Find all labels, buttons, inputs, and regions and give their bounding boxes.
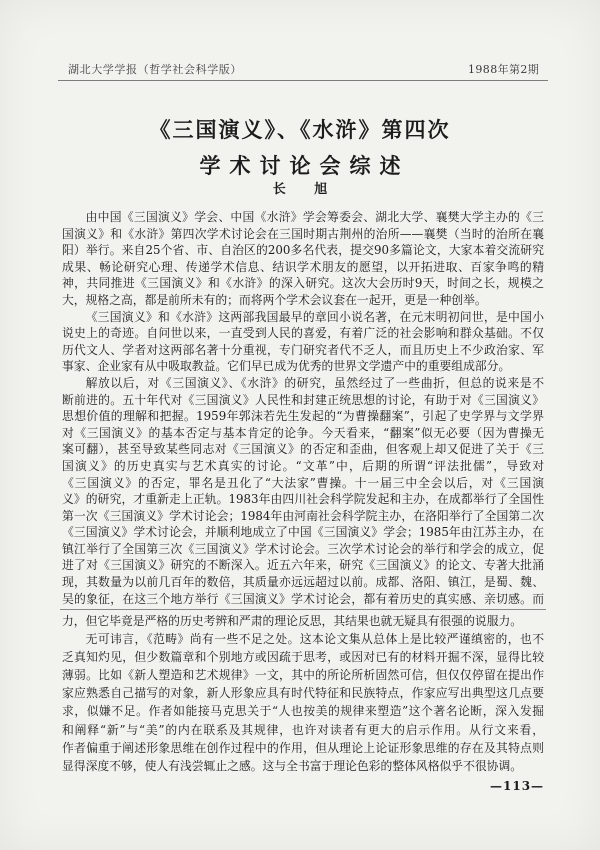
text-line: 显得深度不够，使人有浅尝辄止之感。这与全书富于理论色彩的整体风格似乎不很协调。 — [62, 758, 523, 773]
paragraph — [62, 209, 544, 309]
next-article-excerpt — [62, 612, 544, 775]
text-line: 大，规格之高，都是前所未有的；而将两个学术会议套在一起开，更是一种创举。 — [62, 292, 487, 307]
text-line: 思想价值的理解和把握。1959年郭沫若先生发起的“为曹操翻案”，引起了史学界与文学界 — [62, 409, 544, 424]
text-line: 案可翻），甚至导致某些同志对《三国演义》的否定和歪曲，但客观上却又促进了关于《三 — [62, 442, 544, 457]
paragraph — [62, 612, 544, 630]
text-line: 对《三国演义》的基本否定与基本肯定的论争。今天看来，“翻案”似无必要（因为曹操无 — [62, 425, 544, 440]
section-divider — [60, 609, 546, 610]
text-line: 《三国演义》和《水浒》这两部我国最早的章回小说名著，在元末明初问世，是中国小 — [85, 309, 544, 324]
text-line: 和阐释“新”与“美”的内在联系及其规律，也许对读者有更大的启示作用。从行文来看， — [62, 722, 544, 737]
page-number: —113— — [490, 779, 545, 793]
text-line: 由中国《三国演义》学会、中国《水浒》学会筹委会、湖北大学、襄樊大学主办的《三 — [85, 210, 544, 224]
text-line: 求，似嫌不足。作者如能接马克思关于“人也按美的规律来塑造”这个著名论断，深入发掘 — [62, 704, 544, 719]
article-title-line-2: 学术讨论会综述 — [199, 153, 410, 178]
text-line: 镇江举行了全国第三次《三国演义》学术讨论会。三次学术讨论会的举行和学会的成立，促 — [62, 541, 544, 556]
text-line: 神，共同推进《三国演义》和《水浒》的深入研究。这次大会历时9天，时间之长，规模之 — [62, 276, 544, 291]
text-line: 解放以后，对《三国演义》、《水浒》的研究，虽然经过了一些曲折，但总的说来是不 — [85, 375, 544, 390]
text-line: 国演义》和《水浒》第四次学术讨论会在三国时期古荆州的治所——襄樊（当时的治所在襄 — [62, 226, 544, 241]
text-line: 家应熟悉自己描写的对象，新人形象应具有时代特征和民族特点，作家应写出典型这几点要 — [62, 686, 544, 701]
paragraph — [62, 375, 544, 607]
journal-name: 湖北大学学报（哲学社会科学版） — [68, 63, 242, 76]
text-line: 乏真知灼见，但少数篇章和个别地方或因疏于思考，或因对已有的材料开掘不深，显得比较 — [62, 650, 544, 665]
text-line: 作者偏重于阐述形象思维在创作过程中的作用，但从理论上论证形象思维的存在及其特点则 — [62, 740, 544, 755]
text-line: 国演义》的历史真实与艺术真实的讨论。“文革”中，后期的所谓“评法批儒”，导致对 — [62, 458, 544, 473]
text-line: 现，其数量为以前几百年的数倍，其质量亦远远超过以前。成都、洛阳、镇江，是蜀、魏、 — [62, 575, 544, 590]
text-line: 薄弱。比如《新人塑造和艺术规律》一文，其中的所论所析固然可信，但仅仅停留在提出作 — [62, 668, 544, 683]
text-line: 说史上的奇迹。自问世以来，一直受到人民的喜爱，有着广泛的社会影响和群众基础。不仅 — [62, 326, 544, 341]
text-line: 成果、畅论研究心理、传递学术信息、结识学术朋友的愿望，以开拓进取、百家争鸣的精 — [62, 259, 544, 274]
header-rule — [58, 80, 548, 81]
text-line: 《三国演义》学术讨论会，并顺利地成立了中国《三国演义》学会；1985年由江苏主办，在 — [62, 525, 544, 540]
article-body — [62, 209, 544, 607]
paragraph — [62, 309, 544, 375]
text-line: 阳）举行。来自25个省、市、自治区的200多名代表，提交90多篇论文，大家本着交流研究 — [62, 243, 544, 258]
text-line: 进了对《三国演义》研究的不断深入。近五六年来，研究《三国演义》的论文、专著大批涌 — [62, 558, 544, 573]
article-title-line-1: 《三国演义》、《水浒》第四次 — [149, 117, 451, 142]
text-line: 历代文人、学者对这两部名著十分重视，专门研究者代不乏人，而且历史上不少政治家、军 — [62, 342, 544, 357]
text-line: 义》的研究，才重新走上正轨。1983年由四川社会科学院发起和主办，在成都举行了全国性 — [62, 492, 544, 507]
text-line: 事家、企业家有从中吸取教益。它们早已成为优秀的世界文学遗产中的重要组成部分。 — [62, 359, 511, 374]
text-line: 第一次《三国演义》学术讨论会；1984年由河南社会科学院主办，在洛阳举行了全国第二次 — [62, 508, 544, 523]
text-line: 无可讳言，《范畴》尚有一些不足之处。这本论文集从总体上是比较严谨缜密的，也不 — [85, 632, 544, 647]
text-line: 《三国演义》的否定，罪名是丑化了“大法家”曹操。十一届三中全会以后，对《三国演 — [62, 475, 544, 490]
text-line: 力，但它毕竟是严格的历史考辨和严肃的理论反思，其结果也就无疑具有很强的说服力。 — [62, 614, 523, 628]
text-line: 断前进的。五十年代对《三国演义》人民性和封建正统思想的讨论，有助于对《三国演义》 — [62, 392, 544, 407]
article-author: 长 旭 — [272, 182, 340, 197]
paragraph — [62, 630, 544, 775]
issue-number: 1988年第2期 — [468, 63, 540, 76]
text-line: 吴的象征，在这三个地方举行《三国演义》学术讨论会，都有着历史的真实感、亲切感。而 — [62, 591, 544, 606]
